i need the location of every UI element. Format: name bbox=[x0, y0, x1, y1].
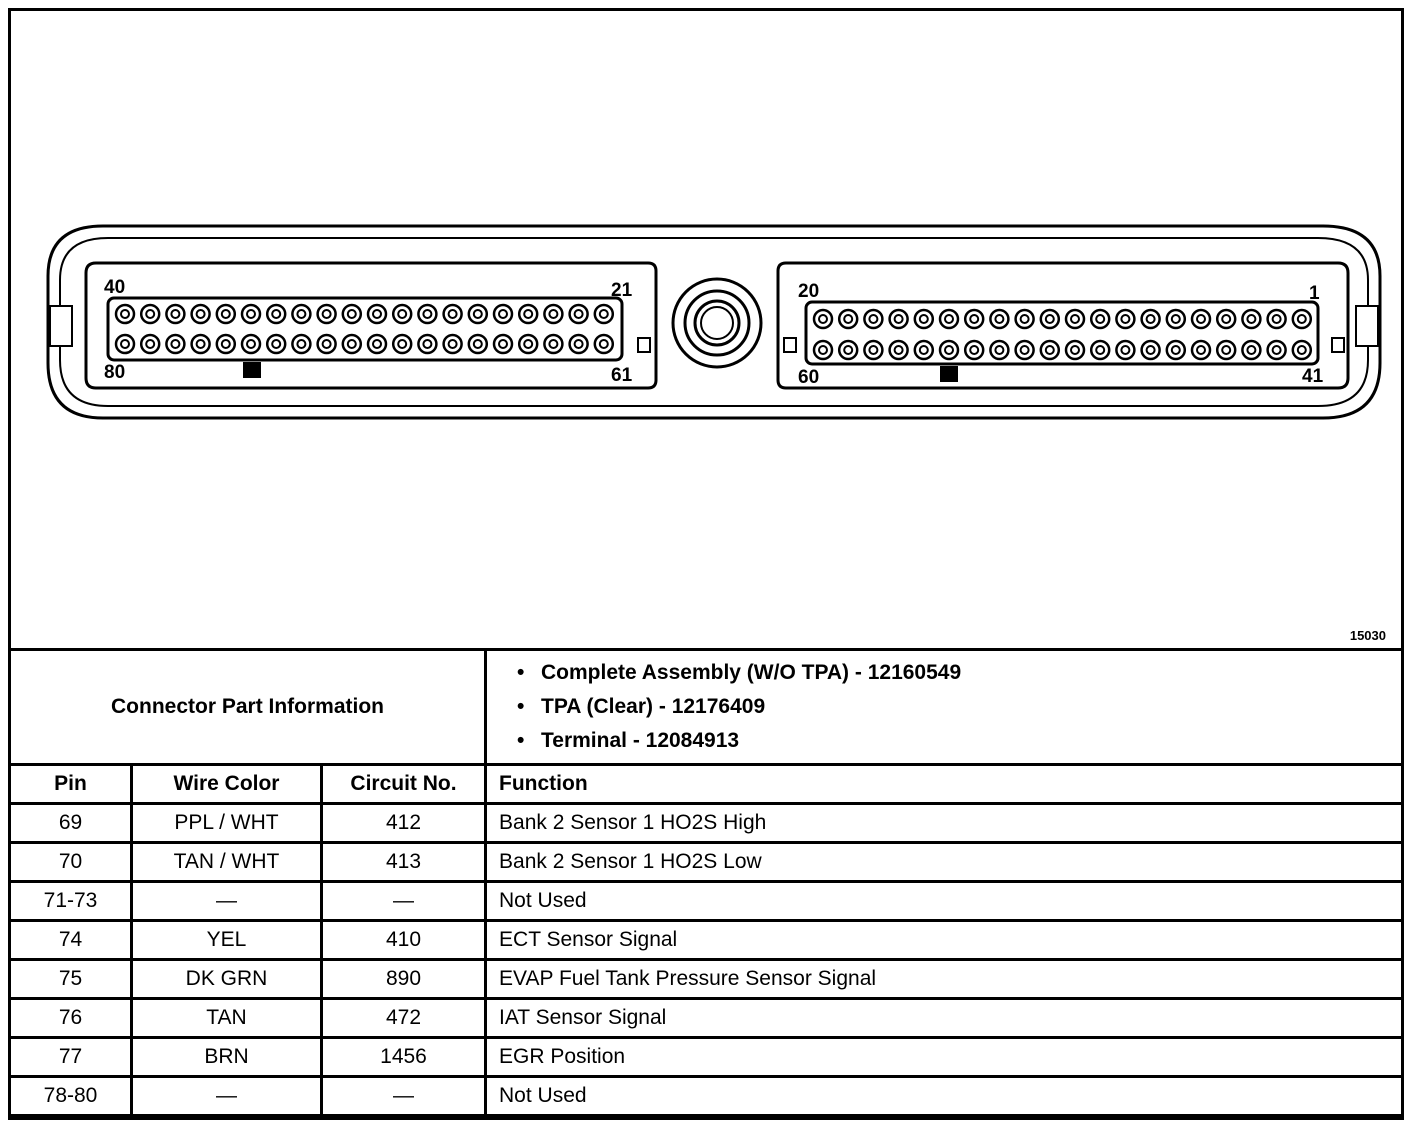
pin-socket bbox=[449, 340, 457, 348]
pin-terminal bbox=[940, 341, 958, 359]
wire-color-cell: YEL bbox=[132, 921, 322, 960]
pin-socket bbox=[1273, 315, 1281, 323]
circuit-cell: 412 bbox=[322, 804, 486, 843]
pin-terminal bbox=[192, 335, 210, 353]
pin-socket bbox=[524, 340, 532, 348]
connector-info-table bbox=[8, 648, 1404, 1117]
pin-socket bbox=[197, 310, 205, 318]
circuit-cell: 890 bbox=[322, 960, 486, 999]
pin-terminal bbox=[1041, 341, 1059, 359]
left-latch bbox=[50, 306, 72, 346]
pin-terminal bbox=[1217, 310, 1235, 328]
pin-terminal bbox=[166, 335, 184, 353]
pin-terminal bbox=[267, 335, 285, 353]
right-latch bbox=[1356, 306, 1378, 346]
table-row bbox=[10, 960, 1403, 999]
wire-color-cell: BRN bbox=[132, 1038, 322, 1077]
pin-terminal bbox=[1116, 310, 1134, 328]
pin-terminal bbox=[965, 341, 983, 359]
pin-socket bbox=[222, 310, 230, 318]
header-row bbox=[10, 765, 1403, 804]
pin-terminal bbox=[1041, 310, 1059, 328]
right-cavity bbox=[778, 263, 1348, 388]
pin-terminal bbox=[864, 341, 882, 359]
pin-socket bbox=[844, 346, 852, 354]
pin-terminal bbox=[1242, 310, 1260, 328]
pin-terminal bbox=[393, 335, 411, 353]
table-row bbox=[10, 999, 1403, 1038]
pin-terminal bbox=[368, 335, 386, 353]
pin-socket bbox=[1197, 346, 1205, 354]
pin-terminal bbox=[242, 305, 260, 323]
pin-terminal bbox=[242, 335, 260, 353]
pin-cell: 70 bbox=[10, 843, 132, 882]
pin-socket bbox=[575, 340, 583, 348]
pin-terminal bbox=[544, 335, 562, 353]
pin-terminal bbox=[1293, 310, 1311, 328]
pin-socket bbox=[222, 340, 230, 348]
pin-cell: 71-73 bbox=[10, 882, 132, 921]
pin-socket bbox=[1298, 315, 1306, 323]
left-index-mark bbox=[243, 362, 261, 378]
col-header-function: Function bbox=[486, 765, 1403, 804]
pin-socket bbox=[449, 310, 457, 318]
function-cell: IAT Sensor Signal bbox=[486, 999, 1403, 1038]
pin-terminal bbox=[393, 305, 411, 323]
pin-socket bbox=[247, 340, 255, 348]
pin-socket bbox=[1021, 346, 1029, 354]
wire-color-cell: — bbox=[132, 882, 322, 921]
part-info-title: Connector Part Information bbox=[10, 650, 486, 765]
part-info-row bbox=[10, 650, 1403, 765]
pin-socket bbox=[524, 310, 532, 318]
pin-terminal bbox=[217, 335, 235, 353]
pin-terminal bbox=[418, 305, 436, 323]
pin-socket bbox=[819, 315, 827, 323]
wire-color-cell: PPL / WHT bbox=[132, 804, 322, 843]
pin-terminal bbox=[1116, 341, 1134, 359]
pin-terminal bbox=[116, 305, 134, 323]
pin-terminal bbox=[292, 305, 310, 323]
pin-socket bbox=[272, 340, 280, 348]
pin-label-80: 80 bbox=[104, 362, 126, 383]
pin-label-40: 40 bbox=[104, 277, 126, 298]
pin-terminal bbox=[1293, 341, 1311, 359]
part-info-item: • TPA (Clear) - 12176409 bbox=[517, 690, 1401, 724]
pin-socket bbox=[1071, 346, 1079, 354]
pin-terminal bbox=[544, 305, 562, 323]
pin-socket bbox=[1121, 315, 1129, 323]
pin-socket bbox=[920, 346, 928, 354]
pin-socket bbox=[499, 310, 507, 318]
pin-socket bbox=[398, 340, 406, 348]
pin-cell: 77 bbox=[10, 1038, 132, 1077]
pin-socket bbox=[247, 310, 255, 318]
pin-terminal bbox=[519, 335, 537, 353]
pin-socket bbox=[1247, 315, 1255, 323]
pin-terminal bbox=[1268, 310, 1286, 328]
pin-terminal bbox=[444, 335, 462, 353]
pin-terminal bbox=[1066, 341, 1084, 359]
pin-socket bbox=[844, 315, 852, 323]
pin-terminal bbox=[1268, 341, 1286, 359]
pin-socket bbox=[600, 340, 608, 348]
pin-terminal bbox=[814, 341, 832, 359]
pin-terminal bbox=[141, 305, 159, 323]
pin-grid bbox=[116, 305, 1311, 359]
pin-label-61: 61 bbox=[611, 365, 633, 386]
pin-terminal bbox=[940, 310, 958, 328]
pin-terminal bbox=[217, 305, 235, 323]
pin-terminal bbox=[890, 341, 908, 359]
function-cell: EGR Position bbox=[486, 1038, 1403, 1077]
pin-terminal bbox=[1091, 341, 1109, 359]
left-keying-tab bbox=[638, 338, 650, 352]
pin-socket bbox=[373, 310, 381, 318]
pin-terminal bbox=[1066, 310, 1084, 328]
pin-socket bbox=[869, 315, 877, 323]
pin-socket bbox=[1197, 315, 1205, 323]
pin-label-1: 1 bbox=[1309, 283, 1320, 304]
pin-socket bbox=[146, 310, 154, 318]
pin-terminal bbox=[1142, 341, 1160, 359]
pin-socket bbox=[1172, 315, 1180, 323]
pin-socket bbox=[171, 340, 179, 348]
pin-cell: 69 bbox=[10, 804, 132, 843]
pin-socket bbox=[474, 340, 482, 348]
pin-terminal bbox=[494, 305, 512, 323]
pin-terminal bbox=[318, 335, 336, 353]
pin-socket bbox=[1046, 346, 1054, 354]
pin-socket bbox=[499, 340, 507, 348]
pin-terminal bbox=[965, 310, 983, 328]
pin-terminal bbox=[1217, 341, 1235, 359]
pin-label-41: 41 bbox=[1302, 366, 1324, 387]
pin-terminal bbox=[1142, 310, 1160, 328]
pin-socket bbox=[171, 310, 179, 318]
pin-socket bbox=[398, 310, 406, 318]
left-pin-block bbox=[108, 298, 622, 360]
pin-terminal bbox=[519, 305, 537, 323]
pin-terminal bbox=[915, 310, 933, 328]
pin-socket bbox=[323, 310, 331, 318]
connector-drawing bbox=[8, 8, 1404, 648]
pin-socket bbox=[945, 346, 953, 354]
pin-cell: 75 bbox=[10, 960, 132, 999]
pin-socket bbox=[970, 346, 978, 354]
pin-socket bbox=[323, 340, 331, 348]
pin-socket bbox=[995, 346, 1003, 354]
part-info-item: • Terminal - 12084913 bbox=[517, 724, 1401, 758]
pin-socket bbox=[423, 310, 431, 318]
pin-socket bbox=[1046, 315, 1054, 323]
col-header-pin: Pin bbox=[10, 765, 132, 804]
pin-terminal bbox=[192, 305, 210, 323]
pin-terminal bbox=[1192, 310, 1210, 328]
pin-terminal bbox=[890, 310, 908, 328]
right-index-mark bbox=[940, 366, 958, 382]
pin-socket bbox=[1096, 346, 1104, 354]
pin-socket bbox=[121, 310, 129, 318]
pin-terminal bbox=[839, 341, 857, 359]
pin-socket bbox=[1071, 315, 1079, 323]
col-header-circuit: Circuit No. bbox=[322, 765, 486, 804]
pin-terminal bbox=[494, 335, 512, 353]
pin-cell: 76 bbox=[10, 999, 132, 1038]
pin-socket bbox=[549, 340, 557, 348]
pin-socket bbox=[1096, 315, 1104, 323]
pin-terminal bbox=[469, 335, 487, 353]
pin-socket bbox=[1273, 346, 1281, 354]
pin-socket bbox=[1121, 346, 1129, 354]
pin-terminal bbox=[839, 310, 857, 328]
function-cell: Not Used bbox=[486, 1077, 1403, 1116]
table-row bbox=[10, 1077, 1403, 1116]
pin-terminal bbox=[1016, 310, 1034, 328]
center-bolt-core bbox=[701, 307, 733, 339]
pin-socket bbox=[1298, 346, 1306, 354]
pin-terminal bbox=[990, 341, 1008, 359]
pin-socket bbox=[272, 310, 280, 318]
part-info-item: • Complete Assembly (W/O TPA) - 12160549 bbox=[517, 656, 1401, 690]
pin-socket bbox=[895, 315, 903, 323]
pin-socket bbox=[895, 346, 903, 354]
table-row bbox=[10, 843, 1403, 882]
pin-terminal bbox=[1091, 310, 1109, 328]
pin-terminal bbox=[1242, 341, 1260, 359]
right-keying-tab-outer bbox=[1332, 338, 1344, 352]
pin-socket bbox=[474, 310, 482, 318]
pin-socket bbox=[869, 346, 877, 354]
pin-terminal bbox=[990, 310, 1008, 328]
pin-terminal bbox=[570, 335, 588, 353]
pin-terminal bbox=[418, 335, 436, 353]
circuit-cell: — bbox=[322, 882, 486, 921]
pin-terminal bbox=[343, 335, 361, 353]
pin-socket bbox=[600, 310, 608, 318]
pin-socket bbox=[549, 310, 557, 318]
pin-terminal bbox=[166, 305, 184, 323]
function-cell: EVAP Fuel Tank Pressure Sensor Signal bbox=[486, 960, 1403, 999]
table-row bbox=[10, 882, 1403, 921]
pin-socket bbox=[819, 346, 827, 354]
circuit-cell: 472 bbox=[322, 999, 486, 1038]
pin-label-60: 60 bbox=[798, 367, 820, 388]
pin-label-20: 20 bbox=[798, 281, 820, 302]
pin-socket bbox=[423, 340, 431, 348]
pin-terminal bbox=[1192, 341, 1210, 359]
pin-terminal bbox=[1167, 341, 1185, 359]
pin-terminal bbox=[318, 305, 336, 323]
circuit-cell: 413 bbox=[322, 843, 486, 882]
pin-terminal bbox=[814, 310, 832, 328]
col-header-wire-color: Wire Color bbox=[132, 765, 322, 804]
figure-id: 15030 bbox=[1349, 628, 1386, 643]
pin-terminal bbox=[570, 305, 588, 323]
pin-terminal bbox=[469, 305, 487, 323]
right-pin-block bbox=[806, 302, 1318, 364]
wire-color-cell: TAN bbox=[132, 999, 322, 1038]
connector-diagram bbox=[8, 8, 1404, 648]
table-row bbox=[10, 804, 1403, 843]
pin-socket bbox=[575, 310, 583, 318]
circuit-cell: — bbox=[322, 1077, 486, 1116]
pin-socket bbox=[146, 340, 154, 348]
pin-socket bbox=[970, 315, 978, 323]
pin-terminal bbox=[595, 335, 613, 353]
function-cell: Bank 2 Sensor 1 HO2S Low bbox=[486, 843, 1403, 882]
right-keying-tab bbox=[784, 338, 796, 352]
pin-socket bbox=[995, 315, 1003, 323]
table-row bbox=[10, 1038, 1403, 1077]
pin-cell: 78-80 bbox=[10, 1077, 132, 1116]
pin-socket bbox=[1147, 346, 1155, 354]
pin-socket bbox=[197, 340, 205, 348]
pin-socket bbox=[1247, 346, 1255, 354]
pin-label-21: 21 bbox=[611, 280, 633, 301]
pin-socket bbox=[297, 310, 305, 318]
pin-socket bbox=[945, 315, 953, 323]
wire-color-cell: — bbox=[132, 1077, 322, 1116]
function-cell: Bank 2 Sensor 1 HO2S High bbox=[486, 804, 1403, 843]
pin-terminal bbox=[368, 305, 386, 323]
pin-terminal bbox=[1167, 310, 1185, 328]
pin-terminal bbox=[864, 310, 882, 328]
pin-socket bbox=[348, 340, 356, 348]
pin-terminal bbox=[915, 341, 933, 359]
pin-terminal bbox=[267, 305, 285, 323]
wire-color-cell: TAN / WHT bbox=[132, 843, 322, 882]
wire-color-cell: DK GRN bbox=[132, 960, 322, 999]
pin-socket bbox=[1147, 315, 1155, 323]
left-cavity bbox=[86, 263, 656, 388]
function-cell: ECT Sensor Signal bbox=[486, 921, 1403, 960]
pin-socket bbox=[121, 340, 129, 348]
pin-terminal bbox=[444, 305, 462, 323]
part-info-list bbox=[486, 650, 1403, 765]
pin-terminal bbox=[595, 305, 613, 323]
pin-socket bbox=[348, 310, 356, 318]
pin-socket bbox=[920, 315, 928, 323]
circuit-cell: 410 bbox=[322, 921, 486, 960]
pin-socket bbox=[1021, 315, 1029, 323]
pin-terminal bbox=[141, 335, 159, 353]
pin-socket bbox=[1222, 346, 1230, 354]
pin-cell: 74 bbox=[10, 921, 132, 960]
pin-terminal bbox=[1016, 341, 1034, 359]
pin-socket bbox=[1222, 315, 1230, 323]
pin-terminal bbox=[292, 335, 310, 353]
table-row bbox=[10, 921, 1403, 960]
pin-socket bbox=[373, 340, 381, 348]
function-cell: Not Used bbox=[486, 882, 1403, 921]
pin-terminal bbox=[116, 335, 134, 353]
circuit-cell: 1456 bbox=[322, 1038, 486, 1077]
pin-socket bbox=[1172, 346, 1180, 354]
pin-terminal bbox=[343, 305, 361, 323]
pin-socket bbox=[297, 340, 305, 348]
